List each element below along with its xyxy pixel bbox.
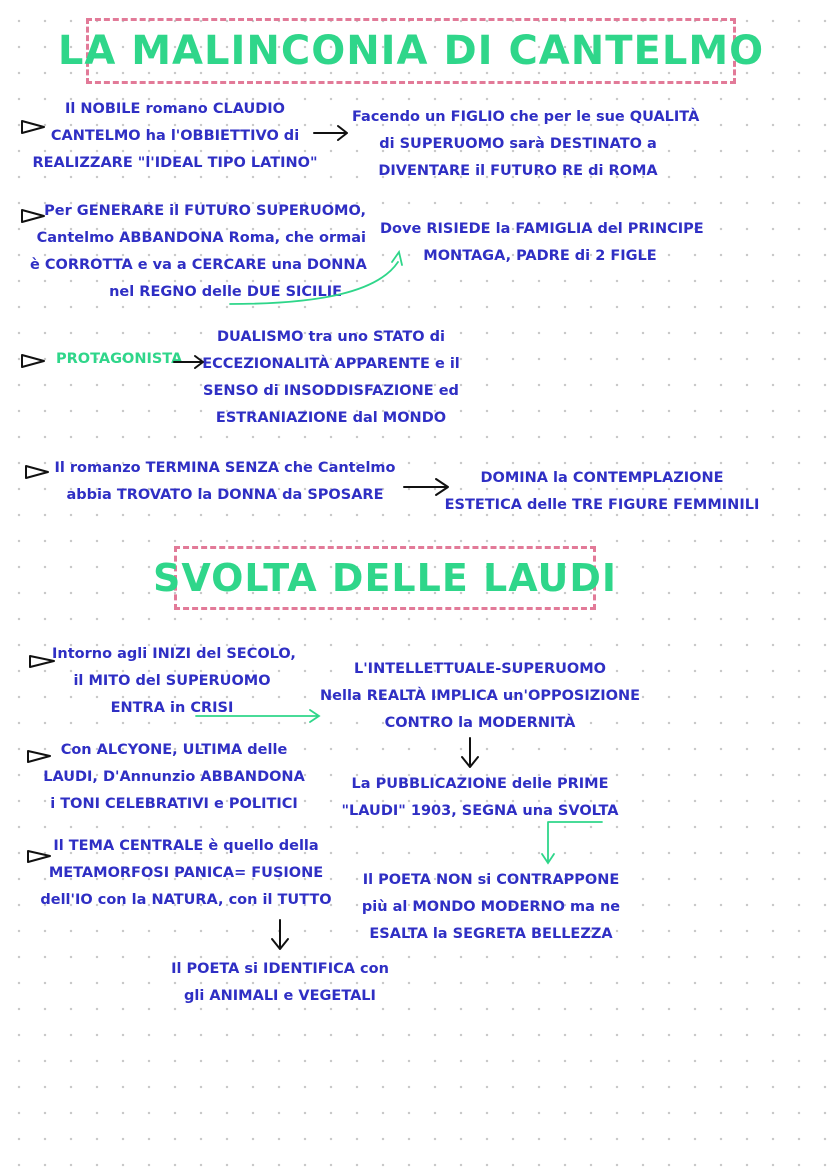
- s1-result4-line1: DOMINA la CONTEMPLAZIONE: [480, 470, 724, 486]
- s1-block3-text: [196, 324, 466, 432]
- s1-result1-line2: di SUPERUOMO sarà DESTINATO a: [379, 136, 657, 152]
- s1-result4-line2: ESTETICA delle TRE FIGURE FEMMINILI: [444, 497, 760, 513]
- s2-result2-highlight: SVOLTA: [557, 803, 619, 819]
- s2-block2-text: [36, 737, 312, 818]
- s2-block2-result: [330, 771, 630, 825]
- s1-result2-line1: Dove RISIEDE la FAMIGLIA del PRINCIPE: [380, 221, 704, 237]
- s2-block2-line2: LAUDI, D'Annunzio ABBANDONA: [43, 769, 305, 785]
- s1-block4-line1: Il romanzo TERMINA SENZA che Cantelmo: [54, 460, 396, 476]
- s1-result1-line3: DIVENTARE il FUTURO RE di ROMA: [378, 163, 658, 179]
- s2-sub-line1: Il POETA si IDENTIFICA con: [171, 961, 389, 977]
- s1-protagonista-label: PROTAGONISTA: [56, 351, 183, 367]
- s1-block3-line4: ESTRANIAZIONE dal MONDO: [215, 410, 447, 426]
- s2-result3-line2: più al MONDO MODERNO ma ne: [361, 899, 621, 915]
- s1-block2-line2: Cantelmo ABBANDONA Roma, che ormai: [36, 230, 366, 246]
- s1-result2-line2: MONTAGA, PADRE di 2 FIGLE: [423, 248, 657, 264]
- s2-result3-line1: Il POETA NON si CONTRAPPONE: [362, 872, 620, 888]
- bullet-icon: [22, 355, 44, 367]
- s1-block2-result: [380, 216, 704, 270]
- s2-block1-result: [320, 656, 640, 737]
- s2-block1-line3: ENTRA in CRISI: [110, 700, 234, 716]
- s1-block4-result: [444, 465, 760, 519]
- underline-arrow-icon: [542, 822, 602, 863]
- s1-block1-line2: CANTELMO ha l'OBBIETTIVO di: [50, 128, 300, 144]
- s2-block3-text: [36, 833, 336, 914]
- s1-block1-text: [30, 96, 320, 177]
- bullet-icon: [26, 466, 48, 478]
- s1-block1-result: [352, 104, 700, 185]
- section1-title-frame: [57, 18, 765, 84]
- s2-result1-line3: CONTRO la MODERNITÀ: [384, 715, 576, 731]
- s1-block2-line4-prefix: nel REGNO delle: [109, 284, 247, 300]
- s1-block4-line2: abbia TROVATO la DONNA da SPOSARE: [66, 487, 384, 503]
- section2-title-frame: [152, 546, 618, 610]
- arrow-down-icon: [462, 738, 478, 767]
- s2-block2-line3: i TONI CELEBRATIVI e POLITICI: [50, 796, 298, 812]
- s2-block3-line2: METAMORFOSI PANICA= FUSIONE: [48, 865, 324, 881]
- s1-block2-line3: è CORROTTA e va a CERCARE una DONNA: [30, 257, 367, 273]
- s2-result3-line3: ESALTA la SEGRETA BELLEZZA: [369, 926, 613, 942]
- s1-block3-line3: SENSO di INSODDISFAZIONE ed: [203, 383, 459, 399]
- s2-result1-line2: Nella REALTÀ IMPLICA un'OPPOSIZIONE: [320, 688, 641, 704]
- s2-result2-line2-prefix: "LAUDI" 1903, SEGNA una: [341, 803, 558, 819]
- s1-block2-highlight: DUE SICILIE: [246, 284, 342, 300]
- s2-result2-line1: La PUBBLICAZIONE delle PRIME: [351, 776, 609, 792]
- s2-block1-text: [52, 641, 296, 722]
- s1-block4-text: [50, 455, 400, 509]
- section2-title: SVOLTA DELLE LAUDI: [152, 556, 618, 600]
- s2-block1-line1: Intorno agli INIZI del SECOLO,: [52, 646, 296, 662]
- s1-block3-line1: DUALISMO tra uno STATO di: [217, 329, 445, 345]
- s1-block2-line1: Per GENERARE il FUTURO SUPERUOMO,: [44, 203, 366, 219]
- s1-block1-line3: REALIZZARE "l'IDEAL TIPO LATINO": [32, 155, 318, 171]
- s2-sub-line2: gli ANIMALI e VEGETALI: [184, 988, 376, 1004]
- s1-block2-line4: [30, 279, 366, 306]
- arrow-right-icon: [404, 479, 448, 495]
- arrow-down-icon: [272, 920, 288, 949]
- s2-block2-line1: Con ALCYONE, ULTIMA delle: [60, 742, 288, 758]
- s1-block3-line2: ECCEZIONALITÀ APPARENTE e il: [202, 356, 460, 372]
- s1-result1-line1: Facendo un FIGLIO che per le sue QUALITÀ: [352, 109, 700, 125]
- bullet-icon: [30, 656, 54, 667]
- s2-result2-line2: [330, 798, 630, 825]
- s2-block3-line3: dell'IO con la NATURA, con il TUTTO: [40, 892, 332, 908]
- s2-block1-line2: il MITO del SUPERUOMO: [73, 673, 271, 689]
- section1-title: LA MALINCONIA DI CANTELMO: [57, 28, 765, 74]
- s1-block1-line1: Il NOBILE romano CLAUDIO: [64, 101, 286, 117]
- s2-block3-line1: Il TEMA CENTRALE è quello della: [53, 838, 319, 854]
- s2-result1-line1: L'INTELLETTUALE-SUPERUOMO: [354, 661, 606, 677]
- s2-block3-result: [346, 867, 636, 948]
- s2-block3-sub: [160, 956, 400, 1010]
- s1-block2-text: [30, 198, 366, 306]
